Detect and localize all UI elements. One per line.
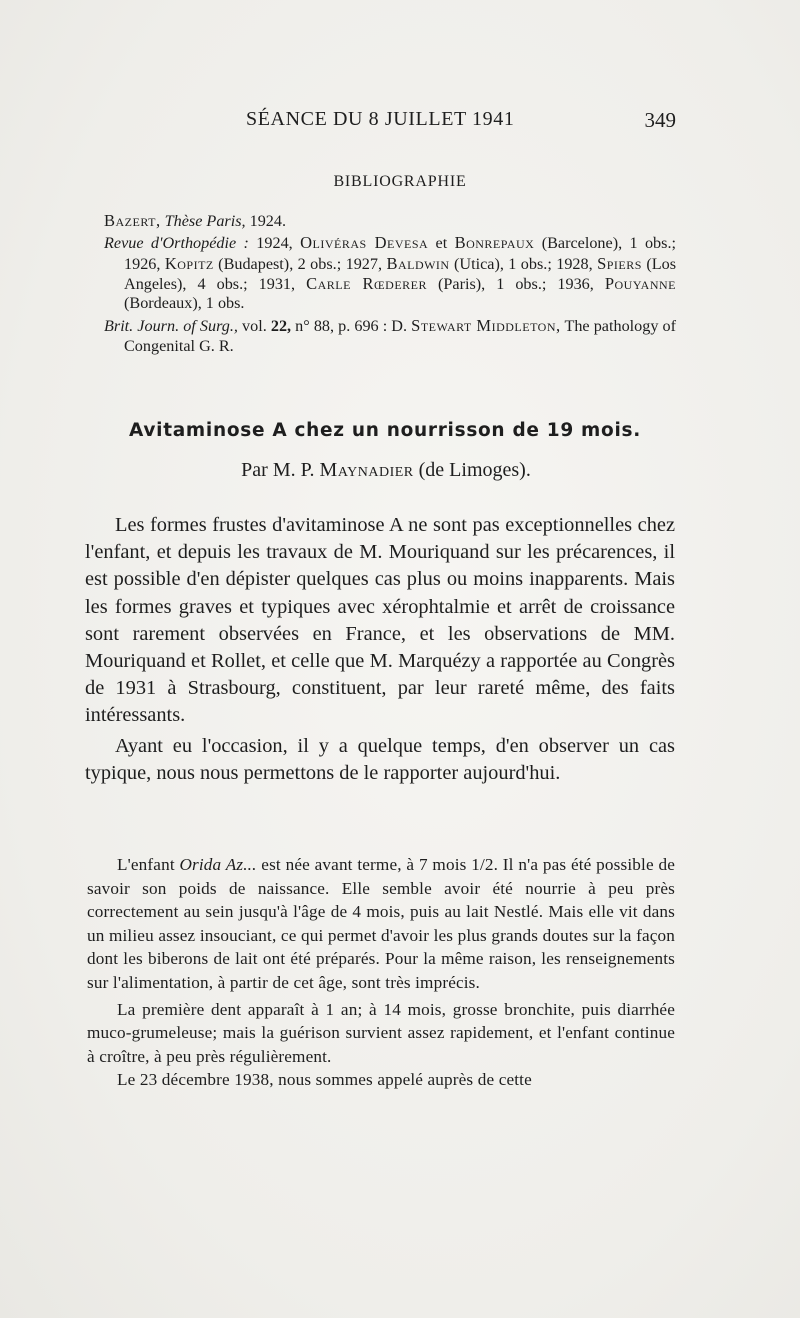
bib-details: (Bordeaux), 1 obs. (124, 294, 245, 313)
body-paragraph: Les formes frustes d'avitaminose A ne sont pas exceptionnelles chez l'enfant, et depuis les travaux de M. Mouriquand sur les précarences, il est possible d'en dépister quelques cas plus ou moins inapparents. Mais les formes graves et typiques avec xérophtalmie et arrêt de croissance sont rarement observées en France, et les observations de MM. Mouriquand et Rollet, et celle que M. Marquézy a rapportée au Congrès de 1931 à Strasbourg, constituent, par leur rareté même, des faits intéressants. (85, 514, 675, 727)
body-paragraph (87, 853, 675, 995)
bib-details: n° 88, p. 696 : D. (291, 317, 412, 336)
bib-author: Bonrepaux (454, 233, 535, 253)
bib-author: Olivéras Devesa (300, 233, 429, 253)
byline-author: Maynadier (319, 459, 414, 481)
page-number: 349 (644, 108, 676, 132)
bibliography-entry (104, 211, 676, 231)
bib-work: Brit. Journ. of Surg., (104, 317, 238, 336)
bib-author: Kopitz (164, 253, 214, 273)
bibliography-entry (104, 233, 676, 313)
bib-details: (Paris), 1 obs.; 1936, (427, 274, 605, 293)
bib-details: The pathology of Congenital G. R. (124, 317, 677, 355)
byline-suffix: (de Limoges). (413, 459, 531, 481)
article-title: Avitaminose A chez un nourrisson de 19 mois. (129, 420, 641, 441)
bib-author: Baldwin (386, 253, 450, 273)
body-text: est née avant terme, à 7 mois 1/2. Il n'a pas été possible de savoir son poids de naissance. Elle semble avoir été nourrie à peu près correctement au sein jusqu'à l'âge de 4 mois, puis au lait Nestlé. Mais elle vit dans un milieu assez insouciant, ce qui permet d'avoir les plus grands doutes sur la façon dont les biberons de lait ont été préparés. Pour la même raison, les renseignements sur l'alimentation, à partir de cet âge, sont très imprécis. (87, 855, 675, 992)
byline-prefix: Par M. P. (241, 459, 320, 481)
bibliography-list (104, 211, 676, 358)
body-paragraph: La première dent apparaît à 1 an; à 14 mois, grosse bronchite, puis diarrhée muco-grumeleuse; mais la guérison survient assez rapidement, et l'enfant continue à croître, à peu près régulièrement. (87, 999, 675, 1066)
patient-name: Orida Az... (179, 855, 257, 874)
bibliography-entry (104, 316, 676, 356)
bib-volume: 22, (270, 317, 292, 336)
bib-work: Thèse Paris, (164, 212, 246, 230)
bib-details: (Utica), 1 obs.; 1928, (449, 254, 598, 273)
body-text: L'enfant (117, 855, 180, 874)
bib-author: Stewart Middleton, (411, 316, 561, 336)
bibliography-heading: BIBLIOGRAPHIE (333, 173, 467, 190)
article-body-observation (87, 853, 675, 1092)
running-head: SÉANCE DU 8 JUILLET 1941 (246, 108, 515, 130)
body-paragraph: Ayant eu l'occasion, il y a quelque temps, d'en observer un cas typique, nous nous permettons de le rapporter aujourd'hui. (85, 734, 675, 784)
body-paragraph: Le 23 décembre 1938, nous sommes appelé auprès de cette (117, 1070, 532, 1090)
bib-author: Carle Rœderer (306, 273, 428, 293)
article-byline (0, 459, 772, 482)
bib-details: et (428, 234, 455, 253)
bib-work: Revue d'Orthopédie : (104, 234, 249, 253)
bib-details: (Los Angeles), 4 obs.; 1931, (124, 254, 677, 293)
bib-details: (Barcelone), 1 obs.; 1926, (124, 234, 676, 273)
bib-author: Pouyanne (604, 273, 676, 293)
article-body-intro (85, 512, 675, 790)
bib-author: Bazert, (104, 211, 161, 230)
bib-details: vol. (237, 317, 271, 336)
bib-details: (Budapest), 2 obs.; 1927, (213, 254, 387, 273)
bib-author: Spiers (597, 253, 642, 273)
bib-details: 1924, (248, 234, 301, 253)
bib-details: 1924. (245, 212, 287, 230)
